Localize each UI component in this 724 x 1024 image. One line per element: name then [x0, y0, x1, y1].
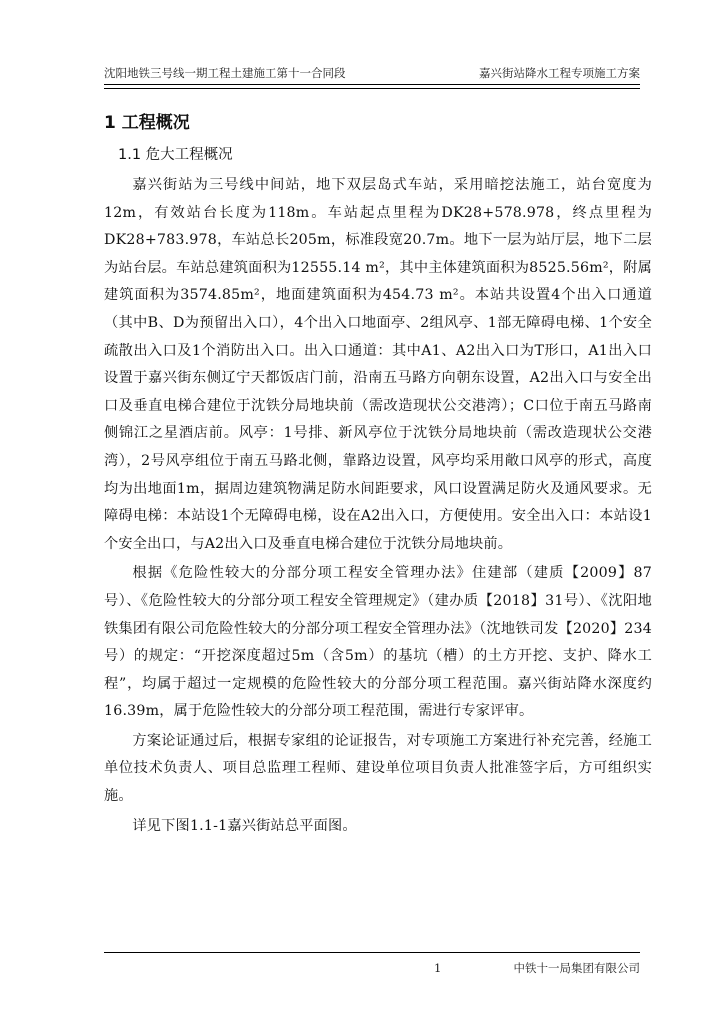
footer-rule	[104, 952, 640, 953]
document-body	[104, 110, 652, 840]
footer-organization: 中铁十一局集团有限公司	[513, 961, 640, 975]
paragraph-station-overview: 嘉兴街站为三号线中间站，地下双层岛式车站，采用暗挖法施工，站台宽度为12m，有效站台长度为118m。车站起点里程为DK28+578.978，终点里程为DK28+783.978，车站总长205m，标准段宽20.7m。地下一层为站厅层，地下二层为站台层。车站总建筑面积为12555.14 m²，其中主体建筑面积为8525.56m²，附属建筑面积为3574.85m²，地面建筑面积为454.73 m²。本站共设置4个出入口通道（其中B、D为预留出入口），4个出入口地面亭、2组风亭、1部无障碍电梯、1个安全疏散出入口及1个消防出入口。出入口通道：其中A1、A2出入口为T形口，A1出入口设置于嘉兴街东侧辽宁天都饭店门前，沿南五马路方向朝东设置，A2出入口与安全出口及垂直电梯合建位于沈铁分局地块前（需改造现状公交港湾）；C口位于南五马路南侧锦江之星酒店前。风亭：1号排、新风亭位于沈铁分局地块前（需改造现状公交港湾），2号风亭组位于南五马路北侧，靠路边设置，风亭均采用敞口风亭的形式，高度均为出地面1m，据周边建筑物满足防水间距要求，风口设置满足防火及通风要求。无障碍电梯：本站设1个无障碍电梯，设在A2出入口，方便使用。安全出入口：本站设1个安全出口，与A2出入口及垂直电梯合建位于沈铁分局地块前。	[104, 177, 652, 552]
page-number: 1	[434, 961, 442, 975]
header-double-rule	[104, 84, 640, 89]
paragraph-figure-reference: 详见下图1.1-1嘉兴街站总平面图。	[132, 817, 357, 834]
section-heading: 1 工程概况	[104, 113, 190, 133]
page-header	[104, 62, 640, 84]
paragraph-approval: 方案论证通过后，根据专家组的论证报告，对专项施工方案进行补充完善，经施工单位技术负责人、项目总监理工程师、建设单位项目负责人批准签字后，方可组织实施。	[104, 732, 652, 805]
subsection-heading: 1.1 危大工程概况	[118, 147, 233, 163]
header-document-title: 嘉兴街站降水工程专项施工方案	[479, 66, 640, 80]
page-footer	[104, 958, 640, 978]
paragraph-regulations: 根据《危险性较大的分部分项工程安全管理办法》住建部（建质【2009】87号）、《危险性较大的分部分项工程安全管理规定》（建办质【2018】31号）、《沈阳地铁集团有限公司危险性较大的分部分项工程安全管理办法》（沈地铁司发【2020】234号）的规定：“开挖深度超过5m（含5m）的基坑（槽）的土方开挖、支护、降水工程”，均属于超过一定规模的危险性较大的分部分项工程范围。嘉兴街站降水深度约16.39m，属于危险性较大的分部分项工程范围，需进行专家评审。	[104, 565, 652, 720]
header-project-name: 沈阳地铁三号线一期工程土建施工第十一合同段	[104, 66, 346, 80]
